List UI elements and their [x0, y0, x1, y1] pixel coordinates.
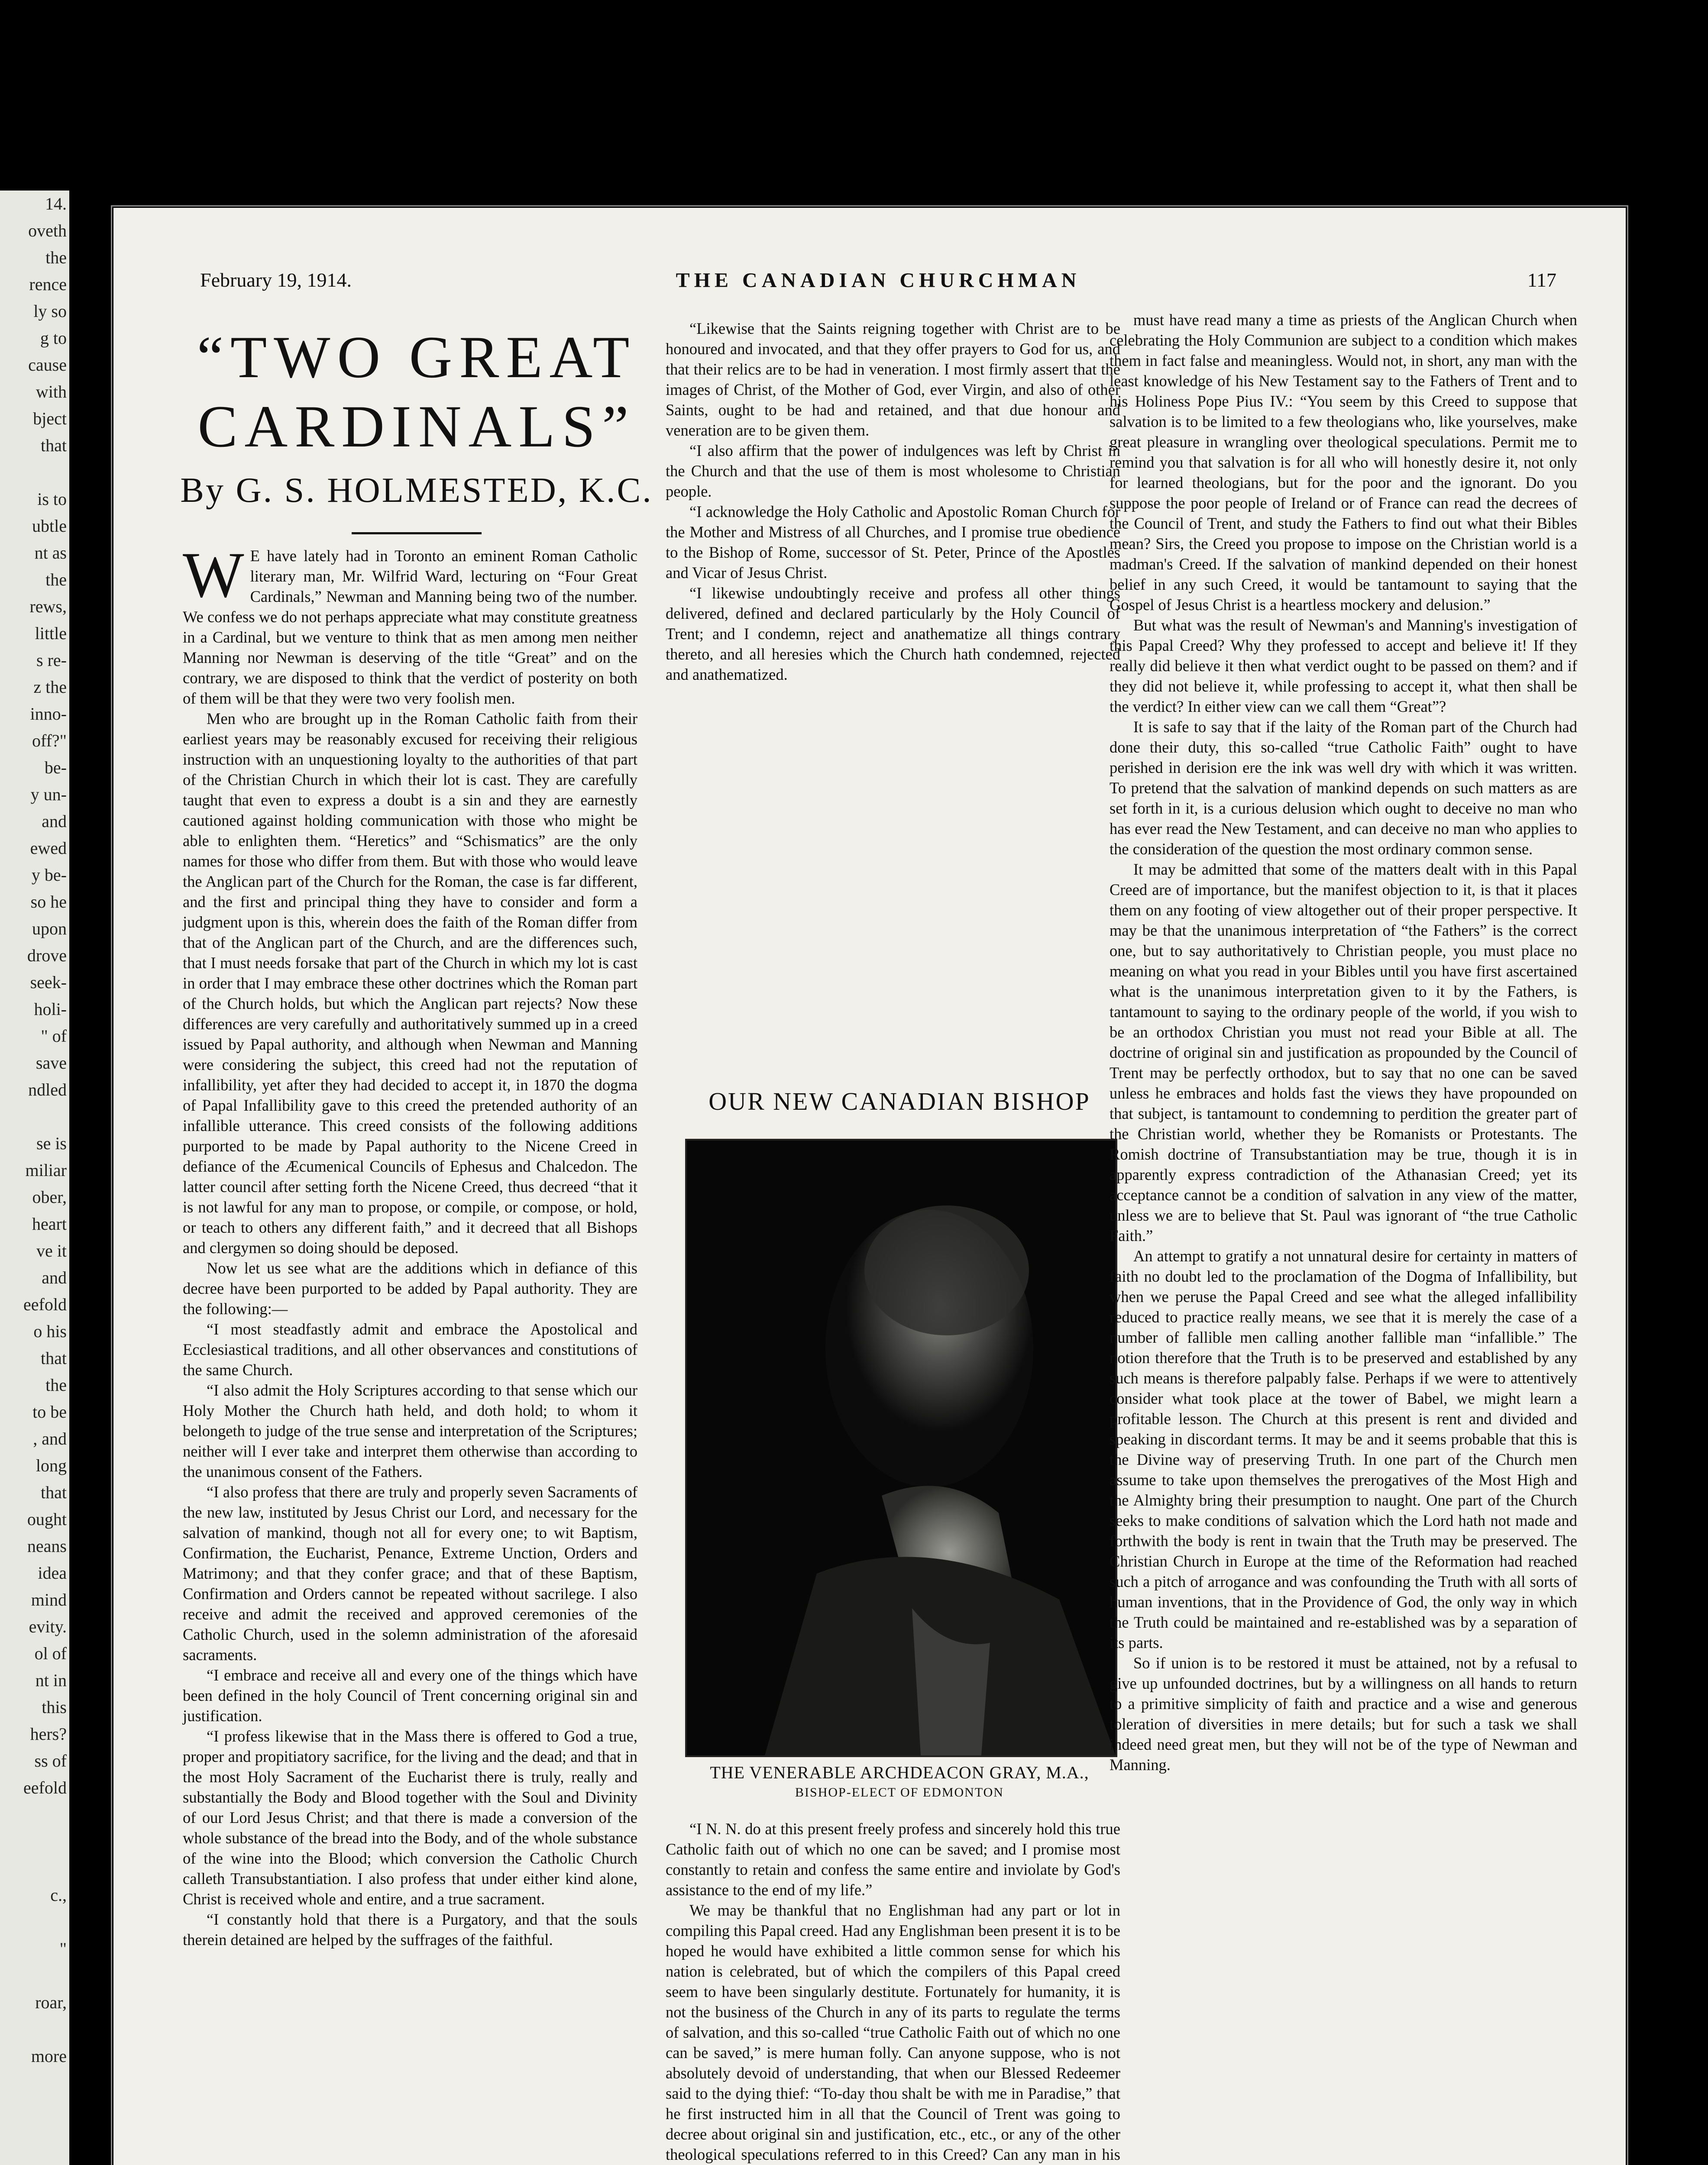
facing-page-text: oveth [28, 221, 67, 240]
facing-page-text: that [41, 1483, 67, 1502]
paragraph-text: “I acknowledge the Holy Catholic and Apostolic Roman Church for the Mother and Mistress of all Churches, and I promise true obedience to the Bishop of Rome, successor of St. Peter, Prince of the Apostles and Vicar of Jesus Christ. [666, 503, 1120, 582]
paragraph-text: must have read many a time as priests of the Anglican Church when celebrating the Holy Communion are subject to a condition which makes them in fact false and meaningless. Would not, in short, any man with the least knowledge of his New Testament say to the Fathers of Trent and to his Holiness Pope Pius IV.: “You seem by this Creed to suppose that salvation is to be limited to a few theologians who, like yourselves, make great pleasure in wrangling over theological speculations. Permit me to remind you that salvation is for all who will honestly desire it, not only for learned theologians, but for the poor and the ignorant. Do you suppose the poor people of Ireland or of France can read the decrees of the Council of Trent, and study the Fathers to find out what their Bibles mean? Sirs, the Creed you propose to impose on the Christian world is a madman's Creed. If the salvation of mankind depended on their honest belief in any such Creed, it would be tantamount to saying that the Gospel of Jesus Christ is a heartless mockery and delusion.” [1110, 311, 1577, 614]
facing-page-text: idea [38, 1563, 67, 1583]
paragraph-text: “I also profess that there are truly and properly seven Sacraments of the new law, instituted by Jesus Christ our Lord, and necessary for the salvation of mankind, though not all for every one; to wit Baptism, Confirmation, the Eucharist, Penance, Extreme Unction, Orders and Matrimony; and that they confer grace; and that of these Baptism, Confirmation and Orders cannot be repeated without sacrilege. I also receive and admit the received and approved ceremonies of the Catholic Church, used in the solemn administration of the aforesaid sacraments. [183, 1483, 637, 1664]
paragraph [183, 1319, 637, 1380]
facing-page-text: mind [31, 1590, 67, 1609]
facing-page-text: ndled [28, 1080, 67, 1099]
paragraph [666, 318, 1120, 440]
facing-page-text: ought [27, 1509, 67, 1529]
paragraph-text: Men who are brought up in the Roman Catholic faith from their earliest years may be reasonably excused for receiving their religious instruction with an unquestioning loyalty to the authorities of that part of the Christian Church in which their lot is cast. They are carefully taught that even to express a doubt is a sin and they are earnestly cautioned against holding communication with those who might be able to enlighten them. “Heretics” and “Schismatics” are the only names for those who differ from them. But with those who would leave the Anglican part of the Church for the Roman, the case is far different, and the first and principal thing they have to consider and form a judgment upon is this, wherein does the faith of the Roman differ from that of the Anglican part of the Church, and are the differences such, that I must needs forsake that part of the Church in which my lot is cast in order that I may embrace these other doctrines which the Roman part of the Church holds, but which the Anglican part rejects? Now these differences are very carefully and authoritatively summed up in a creed issued by Papal authority, and although when Newman and Manning were considering the subject, this creed had not the reputation of infallibility, yet after they had decided to accept it, in 1870 the dogma of Papal Infallibility gave to this creed the pretended authority of an infallible utterance. This creed consists of the following additions purported to be made by Papal authority to the Nicene Creed in defiance of the Æcumenical Councils of Ephesus and Chalcedon. The latter council after setting forth the Nicene Creed, thus decreed “that it is not lawful for any man to propose, or compile, or compose, or hold, or teach to others any different faith,” and it decreed that all Bishops and clergymen so doing should be deposed. [183, 710, 637, 1257]
facing-page-text: ly so [33, 301, 67, 321]
facing-page-text: this [42, 1697, 67, 1717]
facing-page-text: cause [28, 355, 67, 375]
paragraph-text: It is safe to say that if the laity of the Roman part of the Church had done their duty, this so-called “true Catholic Faith” ought to have perished in derision ere the ink was well dry with which it was written. To pretend that the salvation of mankind depends on such matters as are set forth in it, is a curious delusion which ought to deceive no man who has ever read the New Testament, and can deceive no man who applies to the consideration of the question the most ordinary common sense. [1110, 718, 1577, 858]
paragraph-text: “I N. N. do at this present freely profess and sincerely hold this true Catholic faith out of which no one can be saved; and I promise most constantly to retain and confess the same entire and inviolate by God's assistance to the end of my life.” [666, 1820, 1120, 1899]
paragraph [666, 583, 1120, 685]
facing-page-text: roar, [35, 1993, 67, 2012]
column-2-top [666, 318, 1120, 685]
facing-page-text: seek- [30, 973, 67, 992]
facing-page-text: and [42, 1268, 67, 1287]
paragraph [183, 708, 637, 1258]
page-number: 117 [1527, 269, 1556, 291]
facing-page-text: the [45, 1375, 67, 1395]
facing-page-text: more [31, 2046, 67, 2066]
paragraph-text: “I constantly hold that there is a Purgatory, and that the souls therein detained are helped by the suffrages of the faithful. [183, 1910, 637, 1948]
facing-page-text: eefold [23, 1778, 67, 1797]
bishop-portrait [685, 1139, 1117, 1757]
caption-name: THE VENERABLE ARCHDEACON GRAY, M.A., [710, 1763, 1089, 1782]
paragraph [666, 501, 1120, 583]
facing-page-text: ve it [36, 1241, 67, 1260]
facing-page-text [0, 2123, 69, 2150]
facing-page-text: the [45, 570, 67, 589]
facing-page-text: save [36, 1053, 67, 1073]
paragraph [183, 1482, 637, 1665]
facing-page-text [0, 1855, 69, 1882]
facing-page-text: heart [32, 1214, 67, 1234]
article-byline: By G. S. HOLMESTED, K.C. [180, 470, 653, 510]
facing-page-text: se is [36, 1134, 67, 1153]
facing-page-text [0, 2097, 69, 2123]
portrait-caption [670, 1762, 1129, 1800]
facing-page-text: that [41, 436, 67, 455]
facing-page-text: be- [44, 758, 67, 777]
facing-page-text: ober, [32, 1187, 67, 1207]
paragraph-text: “Likewise that the Saints reigning together with Christ are to be honoured and invocated, and that they offer prayers to God for us, and that their relics are to be had in veneration. I most firmly assert that the images of Christ, of the Mother of God, ever Virgin, and also of other Saints, ought to be had and retained, and that due honour and veneration are to be given them. [666, 320, 1120, 439]
facing-page-text: " of [41, 1026, 67, 1046]
bishop-section-heading: OUR NEW CANADIAN BISHOP [708, 1087, 1090, 1115]
article-headline [174, 323, 659, 534]
facing-page-text: ol of [34, 1644, 67, 1663]
facing-page-text [0, 2070, 69, 2097]
paragraph [183, 1726, 637, 1909]
newspaper-page [113, 208, 1626, 2165]
column-1 [183, 539, 637, 1950]
facing-page-text [0, 459, 69, 486]
facing-page-text: to be [32, 1402, 67, 1422]
portrait-image [687, 1141, 1116, 1755]
paragraph-text: It may be admitted that some of the matters dealt with in this Papal Creed are of importance, but the manifest objection to it, is that it places them on any footing of view altogether out of their proper perspective. It may be that the unanimous interpretation of “the Fathers” is the correct one, but to say authoritatively to Christian people, you must place no meaning on what you read in your Bibles until you have first ascertained what is the unanimous interpretation given to it by the Fathers, is tantamount to saying to the ordinary people of the world, if you wish to be an orthodox Christian you must not read your Bible at all. The doctrine of original sin and justification as propounded by the Council of Trent may be perfectly orthodox, but to say that no one can be saved unless he embraces and holds fast the views they have propounded on that subject, is tantamount to condemning to perdition the greater part of the Christian world, whether they be Romanists or Protestants. The Romish doctrine of Transubstantiation may be true, though it is in apparently express contradiction of the Athanasian Creed; yet its acceptance cannot be a condition of salvation in any view of the matter, unless we are to believe that St. Paul was ignorant of “the true Catholic Faith.” [1110, 860, 1577, 1244]
running-head [200, 268, 1556, 303]
facing-page-text: evity. [29, 1617, 67, 1636]
column-2-bottom [666, 1819, 1120, 2165]
issue-date: February 19, 1914. [200, 269, 352, 291]
facing-page-text: is to [37, 489, 67, 509]
facing-page-text: ss of [34, 1751, 67, 1771]
facing-page-text: that [41, 1348, 67, 1368]
column-3 [1110, 310, 1577, 1775]
facing-page-text [0, 1103, 69, 1130]
paragraph [1110, 717, 1577, 859]
facing-page-text: off?" [32, 731, 67, 750]
paragraph-text: E have lately had in Toronto an eminent Roman Catholic literary man, Mr. Wilfrid Ward, lecturing on “Four Great Cardinals,” Newman and Manning being two of the number. We confess we do not perhaps appreciate what may constitute greatness in a Cardinal, but we venture to think that as men among men neither Manning nor Newman is deserving of the title “Great” and on the contrary, we are disposed to think that the verdict of posterity on both of them will be that they were two very foolish men. [183, 547, 637, 707]
facing-page-text: g to [40, 328, 67, 348]
facing-page-text: neans [27, 1536, 67, 1556]
paragraph-text: “I also admit the Holy Scriptures according to that sense which our Holy Mother the Church hath held, and doth hold; to whom it belongeth to judge of the true sense and interpretation of the Scriptures; neither will I ever take and interpret them otherwise than according to the unanimous consent of the Fathers. [183, 1381, 637, 1480]
facing-page-text: ewed [30, 838, 67, 858]
paragraph [183, 539, 637, 708]
paragraph-text: Now let us see what are the additions which in defiance of this decree have been purported to be added by Papal authority. They are the following:— [183, 1259, 637, 1318]
facing-page-text: eefold [23, 1295, 67, 1314]
paragraph-text: “I embrace and receive all and every one of the things which have been defined in the holy Council of Trent concerning original sin and justification. [183, 1666, 637, 1725]
facing-page-text: " [59, 1939, 67, 1958]
facing-page-text: ubtle [32, 516, 67, 536]
facing-page-text [0, 1962, 69, 1989]
article-title: “TWO GREAT CARDINALS” [197, 324, 637, 459]
facing-page-text: rews, [29, 597, 67, 616]
facing-page-text [0, 1828, 69, 1855]
facing-page-text: little [35, 624, 67, 643]
facing-page-text: s re- [36, 650, 67, 670]
headline-rule [352, 532, 482, 534]
drop-cap: W [183, 539, 244, 611]
paragraph-text: “I profess likewise that in the Mass there is offered to God a true, proper and propitiatory sacrifice, for the living and the dead; and that in the most Holy Sacrament of the Eucharist there is truly, really and substantially the Body and Blood together with the Soul and Divinity of our Lord Jesus Christ; and that there is made a conversion of the whole substance of the bread into the Body, and of the whole substance of the wine into the Blood; which conversion the Catholic Church calleth Transubstantiation. I also profess that under either kind alone, Christ is received whole and entire, and a true sacrament. [183, 1727, 637, 1908]
caption-subtitle: BISHOP-ELECT OF EDMONTON [795, 1785, 1004, 1800]
facing-page-text: miliar [25, 1160, 67, 1180]
facing-page-text: and [42, 811, 67, 831]
facing-page-text: c., [50, 1885, 67, 1905]
facing-page-text: so he [30, 892, 67, 911]
paragraph-text: “I likewise undoubtingly receive and profess all other things delivered, defined and declared particularly by the Holy Council of Trent; and I condemn, reject and anathematize all things contrary thereto, and all heresies which the Church hath condemned, rejected and anathematized. [666, 584, 1120, 683]
facing-page-text: inno- [30, 704, 67, 724]
facing-page-text: nt in [35, 1671, 67, 1690]
facing-page-text: y un- [30, 785, 67, 804]
facing-page-text: nt as [34, 543, 67, 562]
paragraph-text: We may be thankful that no Englishman had any part or lot in compiling this Papal creed. Had any Englishman been present it is to be hoped he would have exhibited a little common sense for which his nation is celebrated, but of which the compilers of this Papal creed seem to have been singularly destitute. Fortunately for humanity, it is not the business of the Church in any of its parts to regulate the terms of salvation, and this so-called “true Catholic Faith out of which no one can be saved,” is mere human folly. Can anyone suppose, who is not absolutely devoid of understanding, that when our Blessed Redeemer said to the dying thief: “To-day thou shalt be with me in Paradise,” that he first instructed him in all that the Council of Trent was going to decree about original sin and justification, etc., etc., or any of the other theological speculations referred to in this Creed? Can any man in his [666, 1901, 1120, 2163]
facing-page-text: with [36, 382, 67, 401]
paragraph [183, 1909, 637, 1950]
facing-page-text: z the [33, 677, 67, 697]
facing-page-text: o his [33, 1322, 67, 1341]
paragraph [1110, 1246, 1577, 1653]
facing-page-text: holi- [34, 999, 67, 1019]
paragraph-text: So if union is to be restored it must be attained, not by a refusal to give up unfounded doctrines, but by a willingness on all hands to return to a primitive simplicity of faith and practice and a wise and generous toleration of diversities in mere details; but for such a task we shall indeed need great men, but they will not be of the type of Newman and Manning. [1110, 1654, 1577, 1774]
paragraph [1110, 615, 1577, 717]
facing-page-text: drove [27, 946, 67, 965]
paragraph [183, 1380, 637, 1482]
facing-page-text: hers? [30, 1724, 67, 1744]
facing-page-fragment [0, 191, 69, 2165]
facing-page-text [0, 1801, 69, 1828]
facing-page-text [0, 1909, 69, 1936]
paragraph [1110, 1653, 1577, 1775]
paragraph [1110, 310, 1577, 615]
paragraph-text: “I also affirm that the power of indulgences was left by Christ in the Church and that the use of them is most wholesome to Christian people. [666, 442, 1120, 500]
paragraph-text: “I most steadfastly admit and embrace the Apostolical and Ecclesiastical traditions, and all other observances and constitutions of the same Church. [183, 1320, 637, 1379]
facing-page-text: bject [33, 409, 67, 428]
paragraph [1110, 859, 1577, 1246]
facing-page-text: 14. [45, 194, 67, 213]
facing-page-text: upon [32, 919, 67, 938]
facing-page-text: y be- [31, 865, 67, 885]
paragraph-text: An attempt to gratify a not unnatural desire for certainty in matters of faith no doubt led to the proclamation of the Dogma of Infallibility, but when we peruse the Papal Creed and see what the alleged infallibility reduced to practice really means, we see that it is merely the case of a number of fallible men calling another fallible man “infallible.” The notion therefore that the Truth is to be preserved and established by any such means is therefore palpably false. Perhaps if we were to attentively consider what took place at the tower of Babel, we might learn a profitable lesson. The Church at this present is rent and divided and speaking in discordant terms. It may be and it seems probable that this is the Divine way of preserving Truth. In one part of the Church men assume to take upon themselves the prerogatives of the Most High and the Almighty bring their presumption to naught. One part of the Church seeks to make conditions of salvation which the Lord hath not made and forthwith the body is rent in twain that the Truth may be preserved. The Christian Church in Europe at the time of the Reformation had reached such a pitch of arrogance and was confounding the Truth with all sorts of human inventions, that in the Providence of God, the only way in which the Truth could be maintained and re-established was by a separation of its parts. [1110, 1247, 1577, 1651]
paragraph [666, 1900, 1120, 2165]
paragraph [666, 440, 1120, 501]
facing-page-text: rence [29, 275, 67, 294]
paragraph-text: But what was the result of Newman's and Manning's investigation of this Papal Creed? Why they professed to accept and believe it! If they really did believe it then what verdict ought to be passed on them? and if they did not believe it, while professing to accept it, what then shall be the verdict? In either view can we call them “Great”? [1110, 616, 1577, 715]
paragraph [183, 1665, 637, 1726]
facing-page-text [0, 2150, 69, 2165]
publication-name: THE CANADIAN CHURCHMAN [676, 269, 1081, 292]
paragraph [666, 1819, 1120, 1900]
facing-page-text: long [36, 1456, 67, 1475]
paragraph [183, 1258, 637, 1319]
facing-page-text [0, 2016, 69, 2043]
facing-page-text: the [45, 248, 67, 267]
facing-page-text: , and [33, 1429, 67, 1448]
